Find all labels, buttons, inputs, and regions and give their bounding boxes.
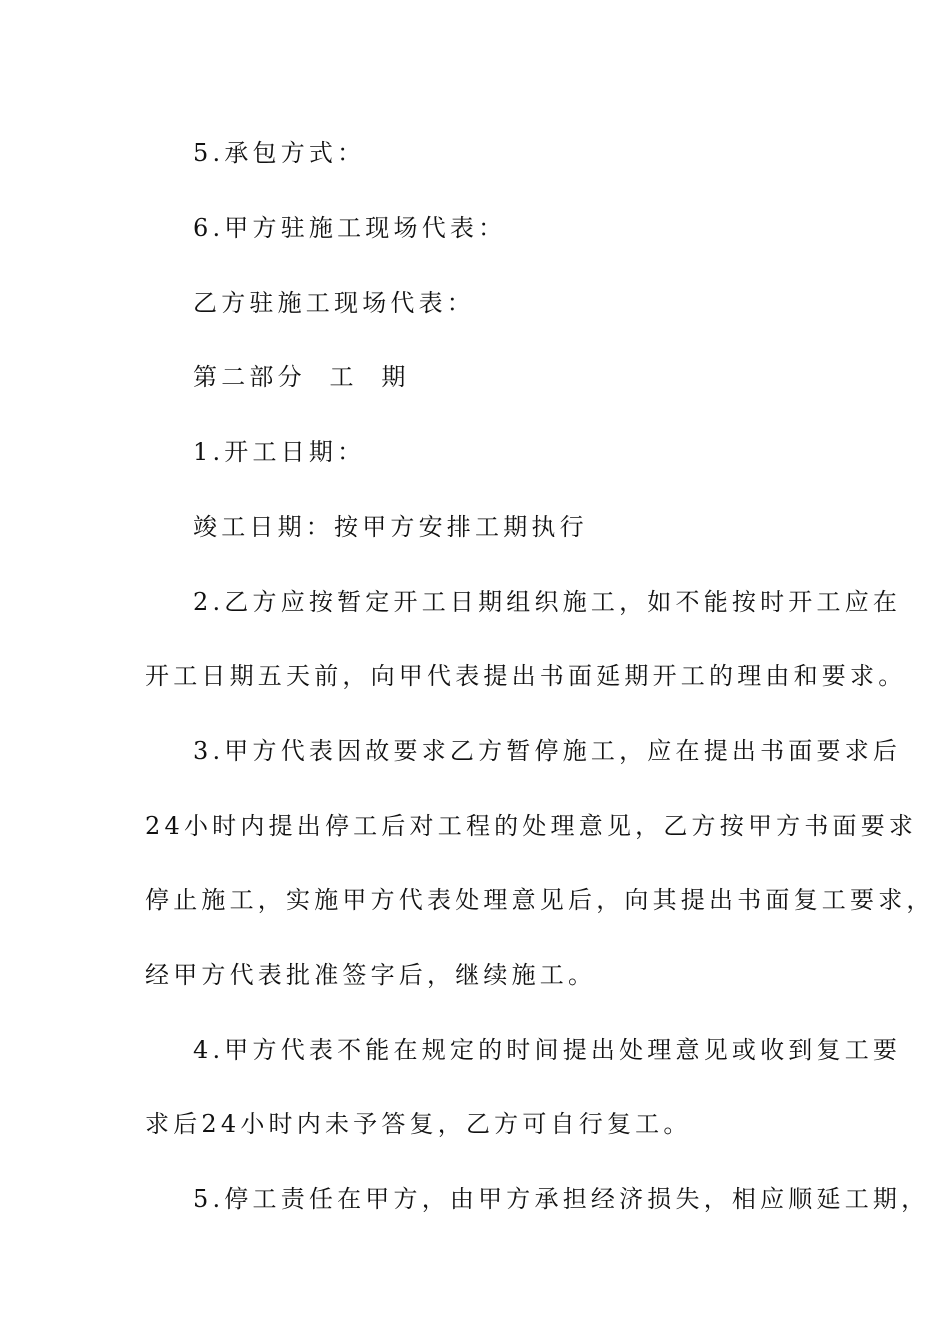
clause-3-paragraph-line-3: 停止施工，实施甲方代表处理意见后，向其提出书面复工要求，	[145, 886, 935, 914]
clause-2-paragraph-line-1: 2.乙方应按暂定开工日期组织施工，如不能按时开工应在	[193, 588, 902, 616]
clause-5-paragraph-line-1: 5.停工责任在甲方，由甲方承担经济损失，相应顺延工期，	[193, 1185, 930, 1213]
clause-3-paragraph-line-1: 3.甲方代表因故要求乙方暂停施工，应在提出书面要求后	[193, 737, 902, 765]
clause-contract-method: 5.承包方式：	[193, 139, 366, 167]
clause-party-a-site-rep: 6.甲方驻施工现场代表：	[193, 214, 507, 242]
clause-3-paragraph-line-2: 24小时内提出停工后对工程的处理意见，乙方按甲方书面要求	[145, 812, 918, 840]
clause-completion-date: 竣工日期：按甲方安排工期执行	[193, 513, 588, 541]
section-heading-schedule: 第二部分 工 期	[193, 363, 410, 391]
clause-4-paragraph-line-2: 求后24小时内未予答复，乙方可自行复工。	[145, 1110, 692, 1138]
clause-start-date: 1.开工日期：	[193, 438, 366, 466]
clause-3-paragraph-line-4: 经甲方代表批准签字后，继续施工。	[145, 961, 597, 989]
clause-2-paragraph-line-2: 开工日期五天前，向甲代表提出书面延期开工的理由和要求。	[145, 662, 907, 690]
clause-4-paragraph-line-1: 4.甲方代表不能在规定的时间提出处理意见或收到复工要	[193, 1036, 902, 1064]
clause-party-b-site-rep: 乙方驻施工现场代表：	[193, 289, 475, 317]
